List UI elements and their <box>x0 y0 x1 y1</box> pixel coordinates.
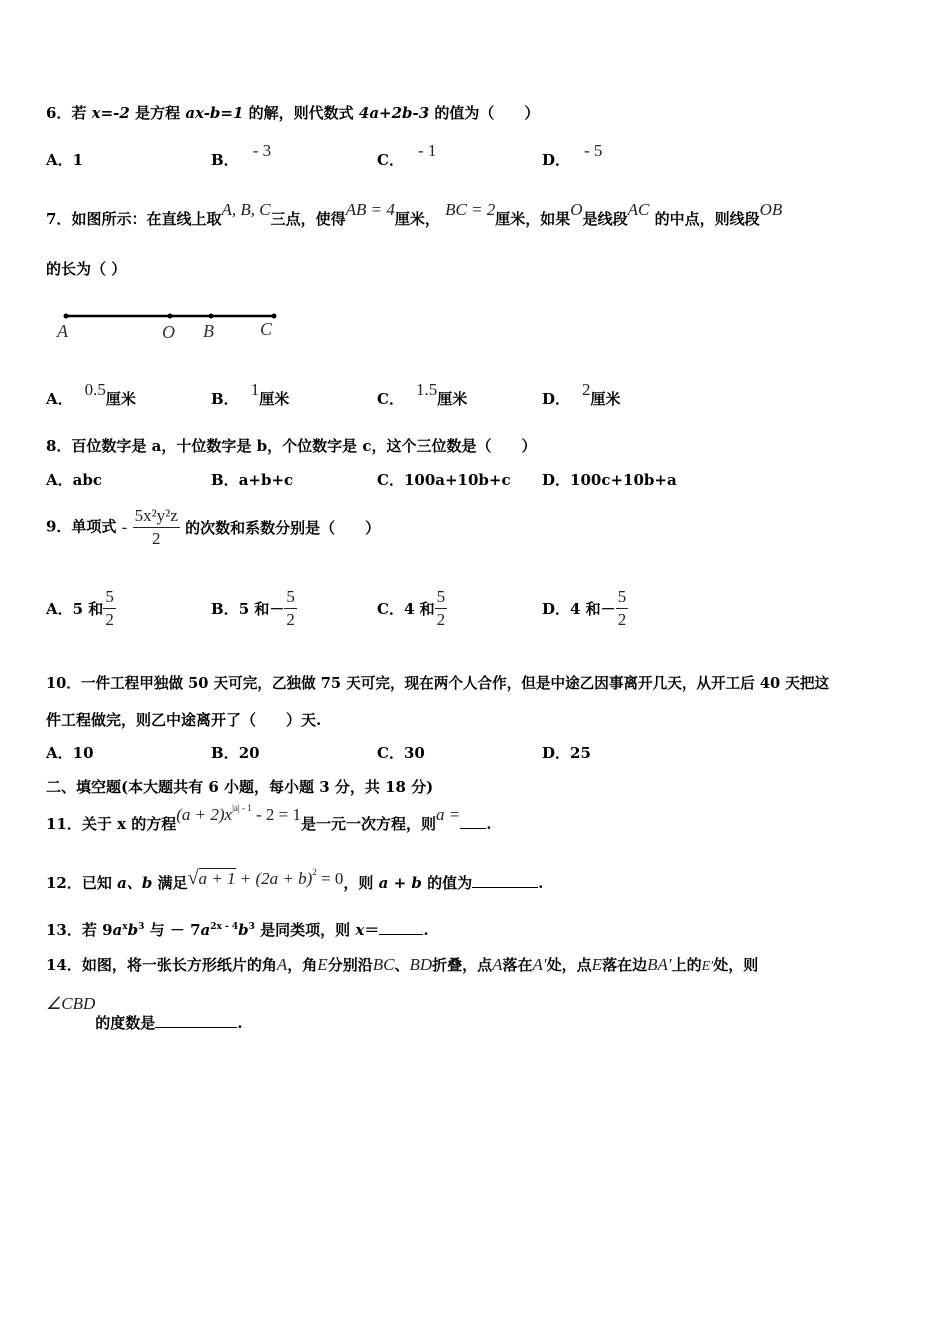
var-b: b <box>238 921 249 939</box>
option-label: A． <box>46 390 73 408</box>
option-label: D． <box>542 390 571 408</box>
eq-exponent: 2 <box>312 867 317 877</box>
q7-points: A, B, C <box>221 200 271 219</box>
option-value: 25 <box>570 744 591 762</box>
fraction-numerator: 5 <box>103 587 116 609</box>
q9-option-d[interactable] <box>542 587 628 630</box>
exponent: 3 <box>248 922 255 932</box>
option-unit: 厘米 <box>437 390 468 408</box>
q14-text: 落在 <box>502 956 533 974</box>
option-label: D． <box>542 151 571 169</box>
q6-option-b[interactable] <box>211 141 272 170</box>
q7-segment-ob: OB <box>759 200 783 219</box>
q11-equation <box>176 805 301 825</box>
q13-text: ＝ <box>364 921 380 939</box>
q6-text: 的解，则代数式 <box>243 104 359 122</box>
option-value: 20 <box>238 744 260 762</box>
q12-text: 12．已知 <box>46 874 118 892</box>
q6-condition: x=-2 <box>91 104 130 122</box>
q10-option-a[interactable] <box>46 742 94 763</box>
exponent: 2x - 4 <box>210 922 239 932</box>
q7-option-b[interactable] <box>211 380 290 409</box>
option-fraction <box>616 587 629 630</box>
q10-option-d[interactable] <box>542 742 591 763</box>
option-value: 1.5 <box>415 380 438 399</box>
q7-option-d[interactable] <box>542 380 621 409</box>
q13-text: 与 － 7 <box>144 921 201 939</box>
q7-text: 是线段 <box>582 210 628 228</box>
q11-text: . <box>486 815 492 833</box>
q7-stem <box>46 200 783 229</box>
q9-sign: - <box>121 517 128 537</box>
option-label: C． <box>377 471 404 489</box>
option-label: A． <box>46 744 73 762</box>
option-value: 2 <box>582 380 591 399</box>
option-value: - 1 <box>417 141 437 160</box>
option-value: 1 <box>72 151 84 169</box>
option-label: C． <box>377 744 404 762</box>
option-fraction <box>103 587 116 630</box>
option-fraction <box>284 587 297 630</box>
q14-text: . <box>237 1014 243 1032</box>
q14-text: ，角 <box>287 956 318 974</box>
point-a-label: A <box>57 321 68 341</box>
q8-option-d[interactable] <box>542 469 677 490</box>
q9-option-a[interactable] <box>46 587 116 630</box>
option-label: B． <box>211 600 239 618</box>
q7-option-a[interactable] <box>46 380 136 409</box>
option-label: D． <box>542 471 571 489</box>
fraction-denominator: 2 <box>436 610 446 629</box>
option-value: - 5 <box>584 141 603 160</box>
option-degree: 4 和－ <box>570 600 616 618</box>
q6-stem <box>46 102 539 123</box>
q7-text: 的中点，则线段 <box>654 210 760 228</box>
q7-ab-length: AB = 4 <box>345 200 395 219</box>
q9-monomial-fraction <box>133 506 180 549</box>
option-value: 10 <box>72 744 94 762</box>
option-value: a+b+c <box>238 471 294 489</box>
q14-text: 处，点 <box>546 956 592 974</box>
q10-option-c[interactable] <box>377 742 425 763</box>
option-unit: 厘米 <box>105 390 136 408</box>
option-fraction <box>435 587 448 630</box>
q11-stem <box>46 803 492 834</box>
option-value: 1 <box>250 380 260 399</box>
q11-answer-var: a = <box>435 805 461 824</box>
q8-stem: 8．百位数字是 a，十位数字是 b，个位数字是 c，这个三位数是（ ） <box>46 437 537 455</box>
q12-stem <box>46 867 544 894</box>
q13-text: 13．若 9 <box>46 921 113 939</box>
option-label: D． <box>542 600 571 618</box>
q9-text: 的次数和系数分别是（ ） <box>185 519 381 537</box>
q14-math: A′ <box>532 955 547 974</box>
q6-text: 若 <box>71 104 92 122</box>
q12-text: . <box>538 874 544 892</box>
q14-math: E <box>317 955 328 974</box>
q10-option-b[interactable] <box>211 742 260 763</box>
option-label: A． <box>46 471 73 489</box>
point-b-dot <box>209 314 214 319</box>
q9-stem <box>46 506 380 549</box>
point-b-label: B <box>203 321 214 341</box>
q6-expression: 4a+2b-3 <box>358 104 430 122</box>
option-degree: 5 和 <box>72 600 104 618</box>
eq-part: + (2a + b) <box>235 869 313 888</box>
q13-text: . <box>423 921 429 939</box>
q14-math: A <box>492 955 503 974</box>
fraction-numerator: 5 <box>284 587 297 609</box>
q14-text: 上的 <box>671 956 702 974</box>
exponent: 3 <box>138 922 145 932</box>
var-x: x <box>355 921 365 939</box>
section-heading-fill-in: 二、填空题(本大题共有 6 小题，每小题 3 分，共 18 分) <box>46 778 434 796</box>
option-label: C． <box>377 151 404 169</box>
q8-option-a[interactable] <box>46 469 102 490</box>
option-label: B． <box>211 151 239 169</box>
option-value: 100c+10b+a <box>570 471 677 489</box>
q14-stem <box>46 954 758 975</box>
q7-stem-line2: 的长为（ ） <box>46 260 127 278</box>
option-label: A． <box>46 151 73 169</box>
option-label: A． <box>46 600 73 618</box>
q6-option-a[interactable] <box>46 149 83 170</box>
q7-text: 厘米， <box>394 210 440 228</box>
option-label: C． <box>377 600 404 618</box>
q11-answer-blank[interactable] <box>460 814 486 829</box>
fraction-numerator: 5 <box>435 587 448 609</box>
q14-math: E′ <box>701 959 714 974</box>
point-c-label: C <box>260 319 273 339</box>
exponent: x <box>122 922 128 932</box>
fraction-denominator: 2 <box>286 610 295 629</box>
option-degree: 4 和 <box>403 600 435 618</box>
q14-math: BA′ <box>647 955 672 974</box>
q14-text: 、 <box>394 956 410 974</box>
option-value: 0.5 <box>84 380 106 399</box>
point-a-dot <box>64 314 69 319</box>
fraction-numerator: 5 <box>616 587 629 609</box>
q13-stem <box>46 919 429 940</box>
q9-option-c[interactable] <box>377 587 447 630</box>
q14-text: 处，则 <box>713 956 759 974</box>
q12-sum: a + b <box>378 874 422 892</box>
q8-option-b[interactable] <box>211 469 293 490</box>
q7-line-figure <box>50 305 290 345</box>
option-degree: 5 和－ <box>238 600 285 618</box>
eq-part: = 0 <box>316 869 344 888</box>
q14-math: BC <box>372 955 395 974</box>
option-label: B． <box>211 744 239 762</box>
q14-answer-blank[interactable] <box>155 1013 237 1028</box>
q14-math: A <box>276 955 288 974</box>
option-label: C． <box>377 390 404 408</box>
option-value: - 3 <box>252 141 272 160</box>
q11-text: 11．关于 x 的方程 <box>46 815 177 833</box>
q14-text: 分别沿 <box>327 956 373 974</box>
q13-answer-blank[interactable] <box>379 920 423 935</box>
option-label: B． <box>211 390 239 408</box>
point-c-dot <box>272 314 277 319</box>
fraction-denominator: 2 <box>617 610 627 629</box>
point-o-label: O <box>162 322 175 342</box>
q12-text: 的值为 <box>421 874 473 892</box>
eq-exponent: |a| - 1 <box>232 803 252 813</box>
option-label: B． <box>211 471 239 489</box>
var-a: a <box>200 921 211 939</box>
q7-text: 厘米，如果 <box>495 210 571 228</box>
fraction-denominator: 2 <box>105 610 114 629</box>
fraction-denominator: 2 <box>151 529 161 548</box>
option-value: 30 <box>403 744 425 762</box>
q10-stem-line1: 10．一件工程甲独做 50 天可完，乙独做 75 天可完，现在两个人合作，但是中途乙因事离开几天，从开工后 40 天把这 <box>46 675 830 692</box>
sqrt-icon: √ <box>187 867 199 889</box>
q12-text: ，则 <box>343 874 379 892</box>
q7-option-c[interactable] <box>377 380 468 409</box>
q14-angle: ∠CBD <box>46 994 96 1013</box>
option-value: abc <box>72 471 102 489</box>
q6-equation: ax-b=1 <box>185 104 244 122</box>
q6-number: 6． <box>46 104 72 122</box>
option-value: 100a+10b+c <box>403 471 511 489</box>
var-b: b <box>127 921 139 939</box>
q7-text: 三点，使得 <box>270 210 346 228</box>
q12-vars: a、b <box>117 874 153 892</box>
q7-text: 如图所示：在直线上取 <box>71 210 222 228</box>
point-o-dot <box>168 314 173 319</box>
q11-text: 是一元一次方程，则 <box>300 815 436 833</box>
q6-option-c[interactable] <box>377 141 437 170</box>
q6-text: 是方程 <box>129 104 186 122</box>
q7-segment-ac: AC <box>627 200 650 219</box>
q14-text: 的度数是 <box>95 1014 156 1032</box>
q12-equation <box>188 867 344 890</box>
fraction-numerator: 5x²y²z <box>133 506 180 528</box>
q14-text: 落在边 <box>602 956 648 974</box>
option-unit: 厘米 <box>259 390 290 408</box>
q8-option-c[interactable] <box>377 469 511 490</box>
eq-part: - 2 = 1 <box>251 805 301 824</box>
q14-text: 14．如图，将一张长方形纸片的角 <box>46 956 277 974</box>
q12-text: 满足 <box>152 874 188 892</box>
option-label: D． <box>542 744 571 762</box>
q6-text: 的值为（ ） <box>429 104 540 122</box>
q12-answer-blank[interactable] <box>472 873 538 888</box>
q10-stem-line2: 件工程做完，则乙中途离开了（ ）天. <box>46 711 322 729</box>
q14-math: BD <box>409 955 433 974</box>
eq-part: (a + 2)x <box>176 805 233 824</box>
q13-text: 是同类项，则 <box>254 921 356 939</box>
var-a: a <box>112 921 123 939</box>
option-unit: 厘米 <box>590 390 621 408</box>
q6-option-d[interactable] <box>542 141 603 170</box>
q14-text: 折叠，点 <box>432 956 493 974</box>
q14-stem-line2 <box>46 994 243 1032</box>
q7-point-o: O <box>570 200 583 219</box>
radicand: a + 1 <box>198 869 236 888</box>
q14-math: E <box>591 955 603 974</box>
q9-option-b[interactable] <box>211 587 297 630</box>
q9-number: 9．单项式 <box>46 517 117 536</box>
q7-bc-length: BC = 2 <box>445 200 496 219</box>
q7-number: 7． <box>46 210 72 228</box>
